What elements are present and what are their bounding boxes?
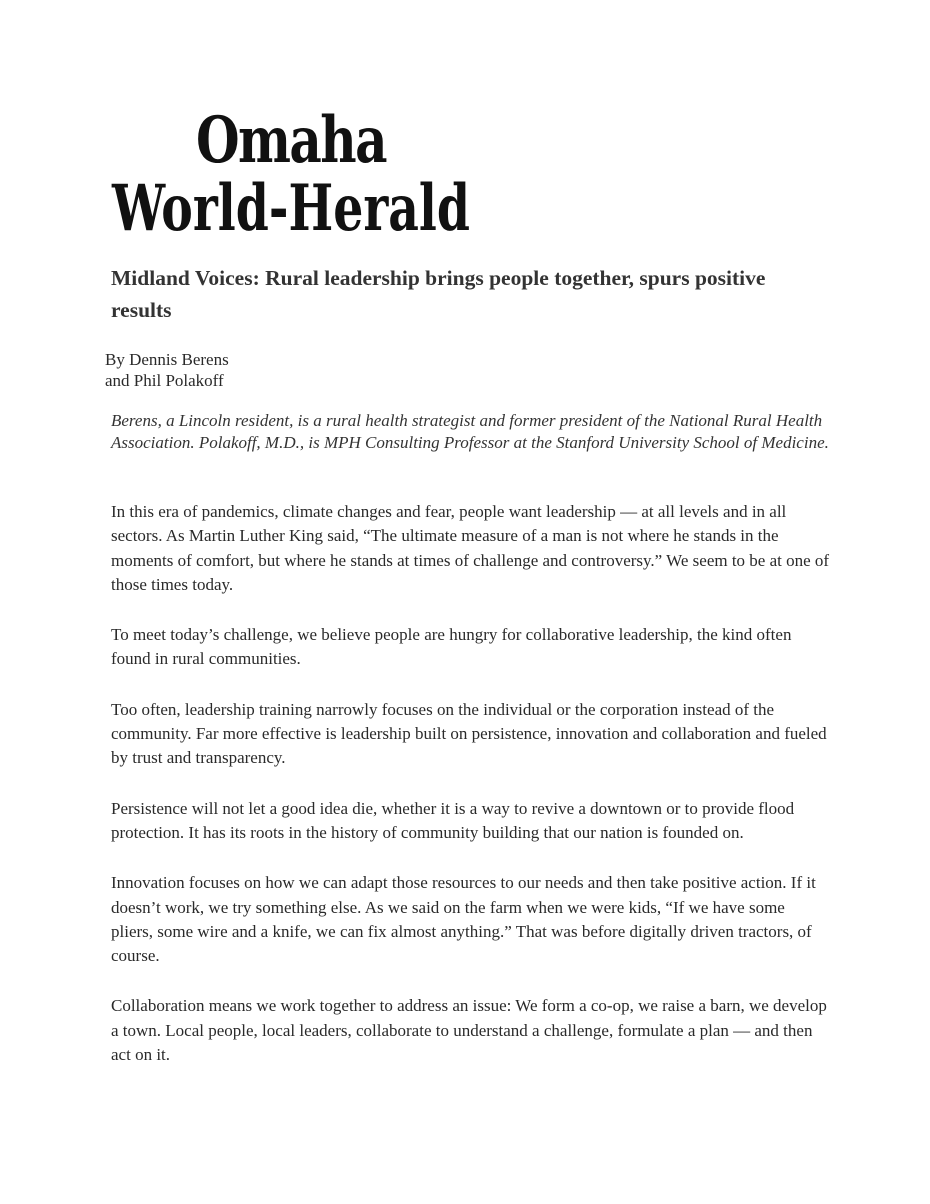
byline xyxy=(105,349,229,391)
byline-author-2: and Phil Polakoff xyxy=(105,371,224,390)
masthead-logo-image xyxy=(110,100,475,246)
article-body xyxy=(111,500,831,1093)
body-paragraph: Too often, leadership training narrowly focuses on the individual or the corporation instead of the community. Far more effective is leadership built on persistence, innovation and collaboration and fueled by trust and transparency. xyxy=(111,699,827,768)
newspaper-masthead-logo xyxy=(110,100,475,246)
body-paragraph: To meet today’s challenge, we believe people are hungry for collaborative leadership, the kind often found in rural communities. xyxy=(111,625,792,669)
masthead-line-2: World-Herald xyxy=(111,171,470,246)
article-headline: Midland Voices: Rural leadership brings people together, spurs positive results xyxy=(111,266,766,322)
author-bio: Berens, a Lincoln resident, is a rural health strategist and former president of the National Rural Health Association. Polakoff, M.D., is MPH Consulting Professor at the Stanford University School of Medicine. xyxy=(111,411,829,452)
body-paragraph: Collaboration means we work together to address an issue: We form a co-op, we raise a barn, we develop a town. Local people, local leaders, collaborate to understand a challenge, formulate a plan — and then act on it. xyxy=(111,996,827,1065)
body-paragraph: Innovation focuses on how we can adapt those resources to our needs and then take positive action. If it doesn’t work, we try something else. As we said on the farm when we were kids, “If we have some pliers, some wire and a knife, we can fix almost anything.” That was before digitally driven tractors, of course. xyxy=(111,873,816,966)
byline-author-1: By Dennis Berens xyxy=(105,350,229,369)
masthead-line-1: Omaha xyxy=(196,103,387,178)
body-paragraph: Persistence will not let a good idea die, whether it is a way to revive a downtown or to provide flood protection. It has its roots in the history of community building that our nation is founded on. xyxy=(111,798,795,842)
body-paragraph: In this era of pandemics, climate changes and fear, people want leadership — at all levels and in all sectors. As Martin Luther King said, “The ultimate measure of a man is not where he stands in the moments of comfort, but where he stands at times of challenge and controversy.” We seem to be at one of those times today. xyxy=(111,502,830,594)
